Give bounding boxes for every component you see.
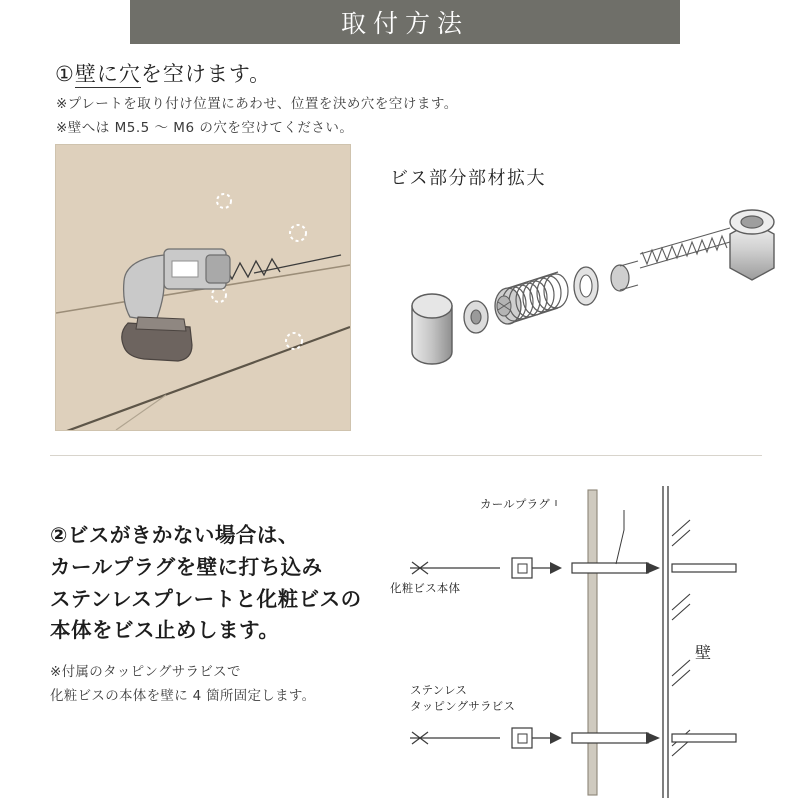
label-screw-body: 化粧ビス本体 — [390, 581, 461, 595]
drill-photo — [55, 144, 351, 431]
section-two-title — [50, 520, 430, 647]
section-two-title-line-1: ②ビスがきかない場合は、 — [50, 523, 299, 547]
section-one-heading — [55, 58, 271, 88]
label-stainless-line-1: ステンレス — [410, 683, 468, 697]
part-washer-small — [464, 301, 488, 333]
lower-assembly — [410, 728, 736, 748]
section-one-note-1: ※プレートを取り付け位置にあわせ、位置を決め穴を空けます。 — [56, 96, 458, 112]
heading-underlined: 壁に穴 — [74, 62, 141, 86]
exploded-parts-diagram — [390, 194, 785, 414]
part-nut — [730, 210, 774, 280]
section-two-note-line-2: 化粧ビスの本体を壁に 4 箇所固定します。 — [50, 687, 316, 704]
section-two-note-line-1: ※付属のタッピングサラビスで — [50, 664, 241, 681]
section-divider — [50, 455, 762, 456]
parts-heading: ビス部分部材拡大 — [390, 168, 546, 189]
section-two-text — [50, 520, 430, 708]
upper-assembly — [410, 558, 736, 578]
label-stainless-line-2: タッピングサラビス — [410, 699, 516, 713]
stainless-plate — [588, 490, 597, 795]
section-two-title-line-4: 本体をビス止めします。 — [50, 618, 280, 643]
page-title: 取付方法 — [340, 9, 469, 38]
page-header — [0, 0, 810, 44]
label-curl-plug: カールプラグ — [480, 497, 550, 511]
part-threaded-sleeve — [495, 272, 568, 324]
section-one-note-2: ※壁へは M5.5 〜 M6 の穴を空けてください。 — [56, 120, 354, 136]
drill-illustration — [56, 145, 350, 430]
part-screw — [611, 228, 730, 291]
heading-suffix: を空けます。 — [140, 62, 272, 86]
section-two-title-line-3: ステンレスプレートと化粧ビスの — [50, 586, 362, 611]
wall-mount-diagram — [380, 480, 800, 800]
part-cap — [412, 294, 452, 364]
parts-svg — [390, 194, 785, 414]
wall-hatching — [672, 520, 690, 756]
part-washer-ring — [574, 267, 598, 305]
heading-prefix: ① — [55, 62, 75, 86]
label-wall: 壁 — [695, 643, 712, 662]
section-two-title-line-2: カールプラグを壁に打ち込み — [50, 554, 323, 579]
section-two-note — [50, 661, 430, 708]
wall-mount-svg — [380, 480, 800, 800]
